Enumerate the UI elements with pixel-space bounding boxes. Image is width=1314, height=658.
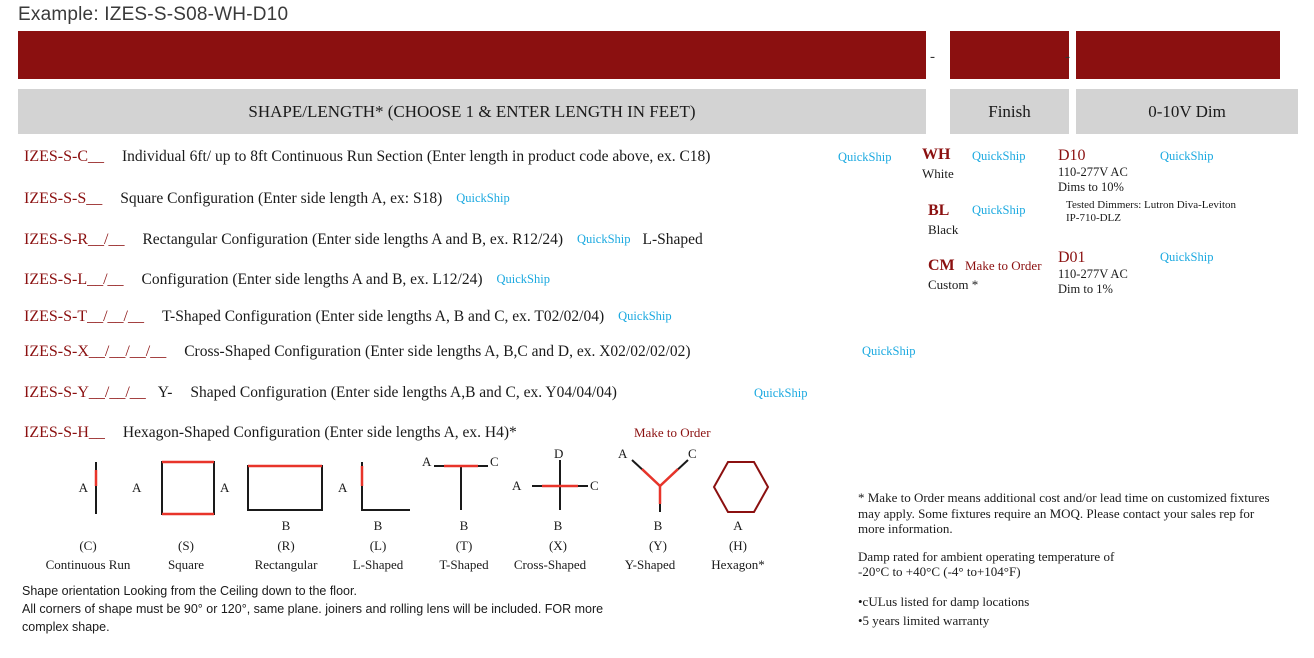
shape-side-label-a: A <box>132 480 142 495</box>
code-field-shape[interactable] <box>18 31 926 79</box>
option-description: Shaped Configuration (Enter side lengths A,B and C, ex. Y04/04/04) <box>190 384 617 401</box>
finish-option-wh[interactable] <box>922 146 954 182</box>
damp-line-2: -20°C to +40°C (-4° to+104°F) <box>858 564 1021 579</box>
dim-code: D10 <box>1058 147 1086 164</box>
shape-side-label-a: A <box>220 480 230 495</box>
code-field-dim[interactable] <box>1076 31 1280 79</box>
shape-name-c: Continuous Run <box>45 557 131 572</box>
shape-diagrams <box>18 446 808 582</box>
shape-paren-r: (R) <box>277 538 295 553</box>
make-to-order-tag-h: Make to Order <box>634 425 711 440</box>
option-description: Cross-Shaped Configuration (Enter side lengths A, B,C and D, ex. X02/02/02/02) <box>184 343 691 360</box>
shape-side-label-b: B <box>281 518 291 533</box>
dim-line-1: 110-277V AC <box>1058 267 1128 281</box>
quickship-tag-wh: QuickShip <box>972 149 1026 163</box>
shape-side-label-a: A <box>733 518 743 533</box>
header-finish: Finish <box>950 89 1069 134</box>
general-notes <box>858 490 1278 630</box>
shape-side-label-b: B <box>459 518 469 533</box>
shape-name-r: Rectangular <box>254 557 318 572</box>
shape-side-label-c: C <box>688 446 697 461</box>
shape-side-label-a: A <box>78 480 88 495</box>
option-description: Configuration (Enter side lengths A and B, ex. L12/24) <box>141 271 483 288</box>
shape-paren-l: (L) <box>369 538 387 553</box>
shape-name-s: Square <box>167 557 205 572</box>
shape-side-label-d: D <box>554 446 564 461</box>
option-description: Square Configuration (Enter side length A, ex: S18) <box>120 190 443 207</box>
shape-name-l: L-Shaped <box>352 557 404 572</box>
product-code-bar <box>18 31 1280 79</box>
option-code: IZES-S-T__/__/__ <box>24 308 144 325</box>
option-row-r[interactable] <box>24 231 924 253</box>
damp-line-1: Damp rated for ambient operating temperature of <box>858 548 1115 564</box>
code-dash-1: - <box>930 49 935 65</box>
header-shape-length: SHAPE/LENGTH* (CHOOSE 1 & ENTER LENGTH IN FEET) <box>18 89 926 134</box>
option-row-t[interactable] <box>24 308 924 330</box>
finish-code: CM <box>928 257 955 274</box>
shape-side-label-b: B <box>553 518 563 533</box>
shape-paren-c: (C) <box>79 538 97 553</box>
option-row-c[interactable] <box>24 148 924 170</box>
quickship-tag-d10: QuickShip <box>1160 149 1214 163</box>
option-code: IZES-S-L__/__ <box>24 271 124 288</box>
bullet-cul-listing: •cULus listed for damp locations <box>858 593 1030 609</box>
shape-paren-x: (X) <box>548 538 568 553</box>
option-code: IZES-S-Y__/__/__ <box>24 384 146 401</box>
shape-name-h: Hexagon* <box>711 557 765 572</box>
option-extra-r: L-Shaped <box>642 231 703 248</box>
bullet-warranty: •5 years limited warranty <box>858 612 990 628</box>
option-description: Hexagon-Shaped Configuration (Enter side lengths A, ex. H4)* <box>122 424 517 441</box>
note-line-1: Shape orientation Looking from the Ceiling down to the floor. <box>22 584 357 598</box>
quickship-tag-c: QuickShip <box>838 150 892 164</box>
shape-hexagon <box>678 452 798 582</box>
option-code: IZES-S-S__ <box>24 190 103 207</box>
option-description: Rectangular Configuration (Enter side lengths A and B, ex. R12/24) <box>142 231 564 248</box>
quickship-tag-l: QuickShip <box>496 272 550 286</box>
finish-name: White <box>922 166 954 181</box>
quickship-tag-bl: QuickShip <box>972 203 1026 217</box>
shape-name-y: Y-Shaped <box>624 557 676 572</box>
option-row-x[interactable] <box>24 343 924 365</box>
quickship-tag-t: QuickShip <box>618 309 672 323</box>
option-code: IZES-S-H__ <box>24 424 105 441</box>
shape-side-label-a: A <box>338 480 348 495</box>
quickship-tag-s: QuickShip <box>456 191 510 205</box>
shape-name-t: T-Shaped <box>439 557 489 572</box>
page-title: Example: IZES-S-S08-WH-D10 <box>18 4 289 25</box>
dim-line-2: Dims to 10% <box>1058 180 1124 194</box>
code-dash-2: - <box>1065 49 1070 65</box>
option-row-s[interactable] <box>24 190 924 212</box>
quickship-tag-r: QuickShip <box>577 232 631 246</box>
option-code: IZES-S-R__/__ <box>24 231 125 248</box>
header-dim: 0-10V Dim <box>1076 89 1298 134</box>
option-description: T-Shaped Configuration (Enter side lengths A, B and C, ex. T02/02/04) <box>162 308 605 325</box>
dim-line-2: Dim to 1% <box>1058 282 1113 296</box>
shape-side-label-b: B <box>653 518 663 533</box>
shape-orientation-notes <box>22 582 662 636</box>
make-to-order-note: * Make to Order means additional cost and/or lead time on customized fixtures may apply. Some fixtures require an MOQ. Please contact your sales rep for more information. <box>858 490 1270 536</box>
note-line-2: All corners of shape must be 90° or 120°, same plane. joiners and rolling lens will be included. FOR more <box>22 602 604 616</box>
shape-side-label-a: A <box>422 454 432 469</box>
option-code: IZES-S-C__ <box>24 148 104 165</box>
shape-side-label-c: C <box>590 478 599 493</box>
shape-name-x: Cross-Shaped <box>513 557 587 572</box>
code-field-finish[interactable] <box>950 31 1069 79</box>
shape-side-label-a: A <box>512 478 522 493</box>
option-code: IZES-S-X__/__/__/__ <box>24 343 167 360</box>
shape-side-label-b: B <box>373 518 383 533</box>
dim-line-1: 110-277V AC <box>1058 165 1128 179</box>
certification-bullets <box>858 592 1278 630</box>
quickship-tag-d01: QuickShip <box>1160 250 1214 264</box>
option-description: Individual 6ft/ up to 8ft Continuous Run Section (Enter length in product code above, ex. C18) <box>122 148 711 165</box>
shape-side-label-a: A <box>618 446 628 461</box>
make-to-order-tag-cm: Make to Order <box>965 258 1042 273</box>
shape-paren-h: (H) <box>728 538 748 553</box>
option-row-h[interactable] <box>24 424 924 446</box>
shape-paren-s: (S) <box>178 538 194 553</box>
finish-option-bl[interactable] <box>928 202 958 238</box>
finish-name: Custom * <box>928 277 979 292</box>
finish-code: BL <box>928 202 950 219</box>
dim-tested-dimmers-note: Tested Dimmers: Lutron Diva-Leviton IP-710-DLZ <box>1066 199 1236 224</box>
column-header-bar <box>18 89 1280 134</box>
finish-name: Black <box>928 222 959 237</box>
quickship-tag-x: QuickShip <box>862 344 916 358</box>
shape-paren-t: (T) <box>455 538 473 553</box>
shape-side-label-c: C <box>490 454 499 469</box>
finish-code: WH <box>922 146 951 163</box>
option-row-l[interactable] <box>24 271 924 293</box>
note-line-3: complex shape. <box>22 620 110 634</box>
shape-paren-y: (Y) <box>648 538 668 553</box>
quickship-tag-y: QuickShip <box>754 386 808 400</box>
damp-rating-note <box>858 549 1278 580</box>
dim-code: D01 <box>1058 249 1086 266</box>
option-prefix-y: Y- <box>157 384 173 401</box>
